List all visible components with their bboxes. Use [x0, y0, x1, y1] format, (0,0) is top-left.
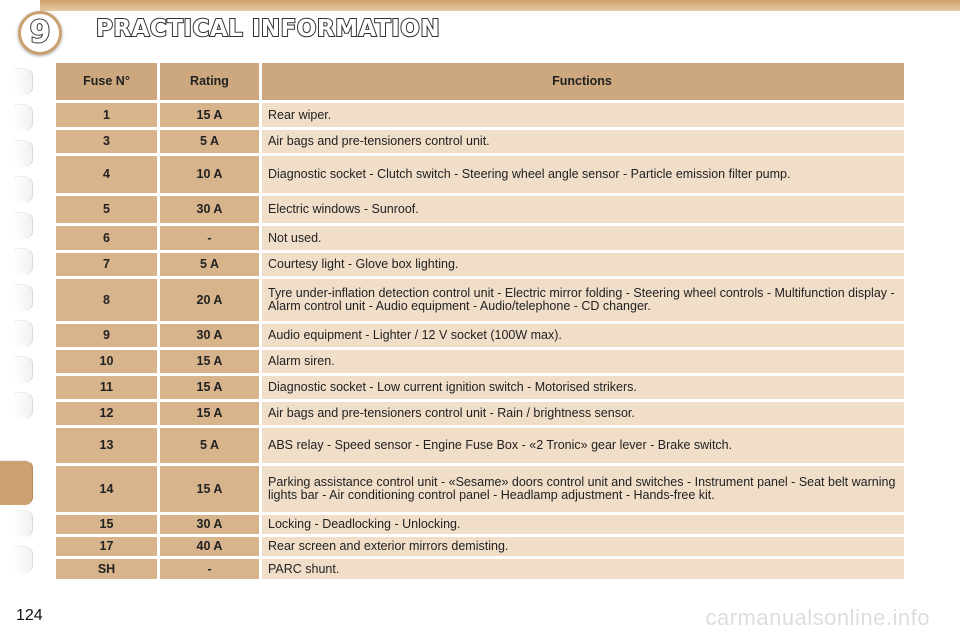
fuse-rating: 5 A — [160, 253, 259, 276]
table-row — [56, 103, 904, 127]
fuse-functions: PARC shunt. — [262, 559, 904, 579]
fuse-functions: Locking - Deadlocking - Unlocking. — [262, 515, 904, 534]
fuse-functions: Electric windows - Sunroof. — [262, 196, 904, 223]
table-row — [56, 402, 904, 425]
chapter-number: 9 — [29, 15, 51, 50]
fuse-rating: 15 A — [160, 350, 259, 373]
fuse-rating: 5 A — [160, 130, 259, 153]
table-row — [56, 253, 904, 276]
fuse-number: 12 — [56, 402, 157, 425]
fuse-rating: 15 A — [160, 376, 259, 399]
table-row — [56, 466, 904, 512]
fuse-rating: 15 A — [160, 402, 259, 425]
fuse-functions: Alarm siren. — [262, 350, 904, 373]
table-row — [56, 279, 904, 321]
fuse-number: SH — [56, 559, 157, 579]
fuse-functions: Air bags and pre-tensioners control unit. — [262, 130, 904, 153]
fuse-functions: Courtesy light - Glove box lighting. — [262, 253, 904, 276]
chapter-tabs — [0, 68, 36, 578]
fuse-functions: Not used. — [262, 226, 904, 250]
table-row — [56, 537, 904, 556]
chapter-tab-7[interactable] — [14, 284, 33, 311]
fuse-functions: Parking assistance control unit - «Sesame» doors control unit and switches - Instrument panel - Seat belt warning lights bar - Air conditioning control panel - Headlamp adjustment - Hands-free kit. — [262, 466, 904, 512]
chapter-tab-13[interactable] — [14, 546, 33, 573]
chapter-tab-10[interactable] — [14, 392, 33, 419]
fuse-number: 6 — [56, 226, 157, 250]
header-fuse-number: Fuse N° — [56, 63, 157, 100]
table-row — [56, 559, 904, 579]
chapter-badge — [18, 11, 62, 55]
table-row — [56, 156, 904, 193]
fuse-functions: ABS relay - Speed sensor - Engine Fuse Box - «2 Tronic» gear lever - Brake switch. — [262, 428, 904, 463]
fuse-number: 7 — [56, 253, 157, 276]
fuse-table — [56, 63, 904, 579]
fuse-rating: 30 A — [160, 324, 259, 347]
table-row — [56, 376, 904, 399]
fuse-number: 8 — [56, 279, 157, 321]
table-row — [56, 226, 904, 250]
fuse-rating: 30 A — [160, 515, 259, 534]
fuse-number: 1 — [56, 103, 157, 127]
chapter-tab-3[interactable] — [14, 140, 33, 167]
fuse-rating: 30 A — [160, 196, 259, 223]
table-row — [56, 196, 904, 223]
fuse-number: 14 — [56, 466, 157, 512]
page-header — [0, 0, 960, 60]
fuse-rating: 5 A — [160, 428, 259, 463]
page-title: PRACTICAL INFORMATION — [96, 16, 441, 42]
table-row — [56, 428, 904, 463]
chapter-tab-12[interactable] — [14, 510, 33, 537]
fuse-rating: 40 A — [160, 537, 259, 556]
fuse-rating: 10 A — [160, 156, 259, 193]
chapter-tab-5[interactable] — [14, 212, 33, 239]
fuse-rating: 15 A — [160, 466, 259, 512]
fuse-number: 10 — [56, 350, 157, 373]
table-row — [56, 350, 904, 373]
fuse-functions: Rear screen and exterior mirrors demisting. — [262, 537, 904, 556]
watermark: carmanualsonline.info — [705, 605, 930, 630]
fuse-number: 15 — [56, 515, 157, 534]
fuse-number: 3 — [56, 130, 157, 153]
fuse-number: 4 — [56, 156, 157, 193]
chapter-tab-9[interactable] — [14, 356, 33, 383]
fuse-rating: 20 A — [160, 279, 259, 321]
chapter-tab-2[interactable] — [14, 104, 33, 131]
table-row — [56, 515, 904, 534]
fuse-number: 5 — [56, 196, 157, 223]
header-functions: Functions — [262, 63, 904, 100]
chapter-tab-4[interactable] — [14, 176, 33, 203]
table-row — [56, 324, 904, 347]
fuse-rating: 15 A — [160, 103, 259, 127]
chapter-tab-active[interactable] — [0, 460, 33, 505]
fuse-rating: - — [160, 559, 259, 579]
fuse-rating: - — [160, 226, 259, 250]
fuse-functions: Diagnostic socket - Low current ignition switch - Motorised strikers. — [262, 376, 904, 399]
table-row — [56, 130, 904, 153]
fuse-functions: Tyre under-inflation detection control unit - Electric mirror folding - Steering wheel controls - Multifunction display - Alarm control unit - Audio equipment - Audio/telephone - CD changer. — [262, 279, 904, 321]
chapter-tab-8[interactable] — [14, 320, 33, 347]
fuse-number: 17 — [56, 537, 157, 556]
fuse-functions: Diagnostic socket - Clutch switch - Steering wheel angle sensor - Particle emission filter pump. — [262, 156, 904, 193]
chapter-tab-6[interactable] — [14, 248, 33, 275]
chapter-tab-1[interactable] — [14, 68, 33, 95]
fuse-functions: Rear wiper. — [262, 103, 904, 127]
fuse-number: 9 — [56, 324, 157, 347]
fuse-number: 11 — [56, 376, 157, 399]
fuse-number: 13 — [56, 428, 157, 463]
table-header-row — [56, 63, 904, 100]
fuse-functions: Audio equipment - Lighter / 12 V socket (100W max). — [262, 324, 904, 347]
fuse-functions: Air bags and pre-tensioners control unit - Rain / brightness sensor. — [262, 402, 904, 425]
header-rating: Rating — [160, 63, 259, 100]
page-number: 124 — [16, 607, 43, 624]
header-bar — [40, 0, 960, 11]
